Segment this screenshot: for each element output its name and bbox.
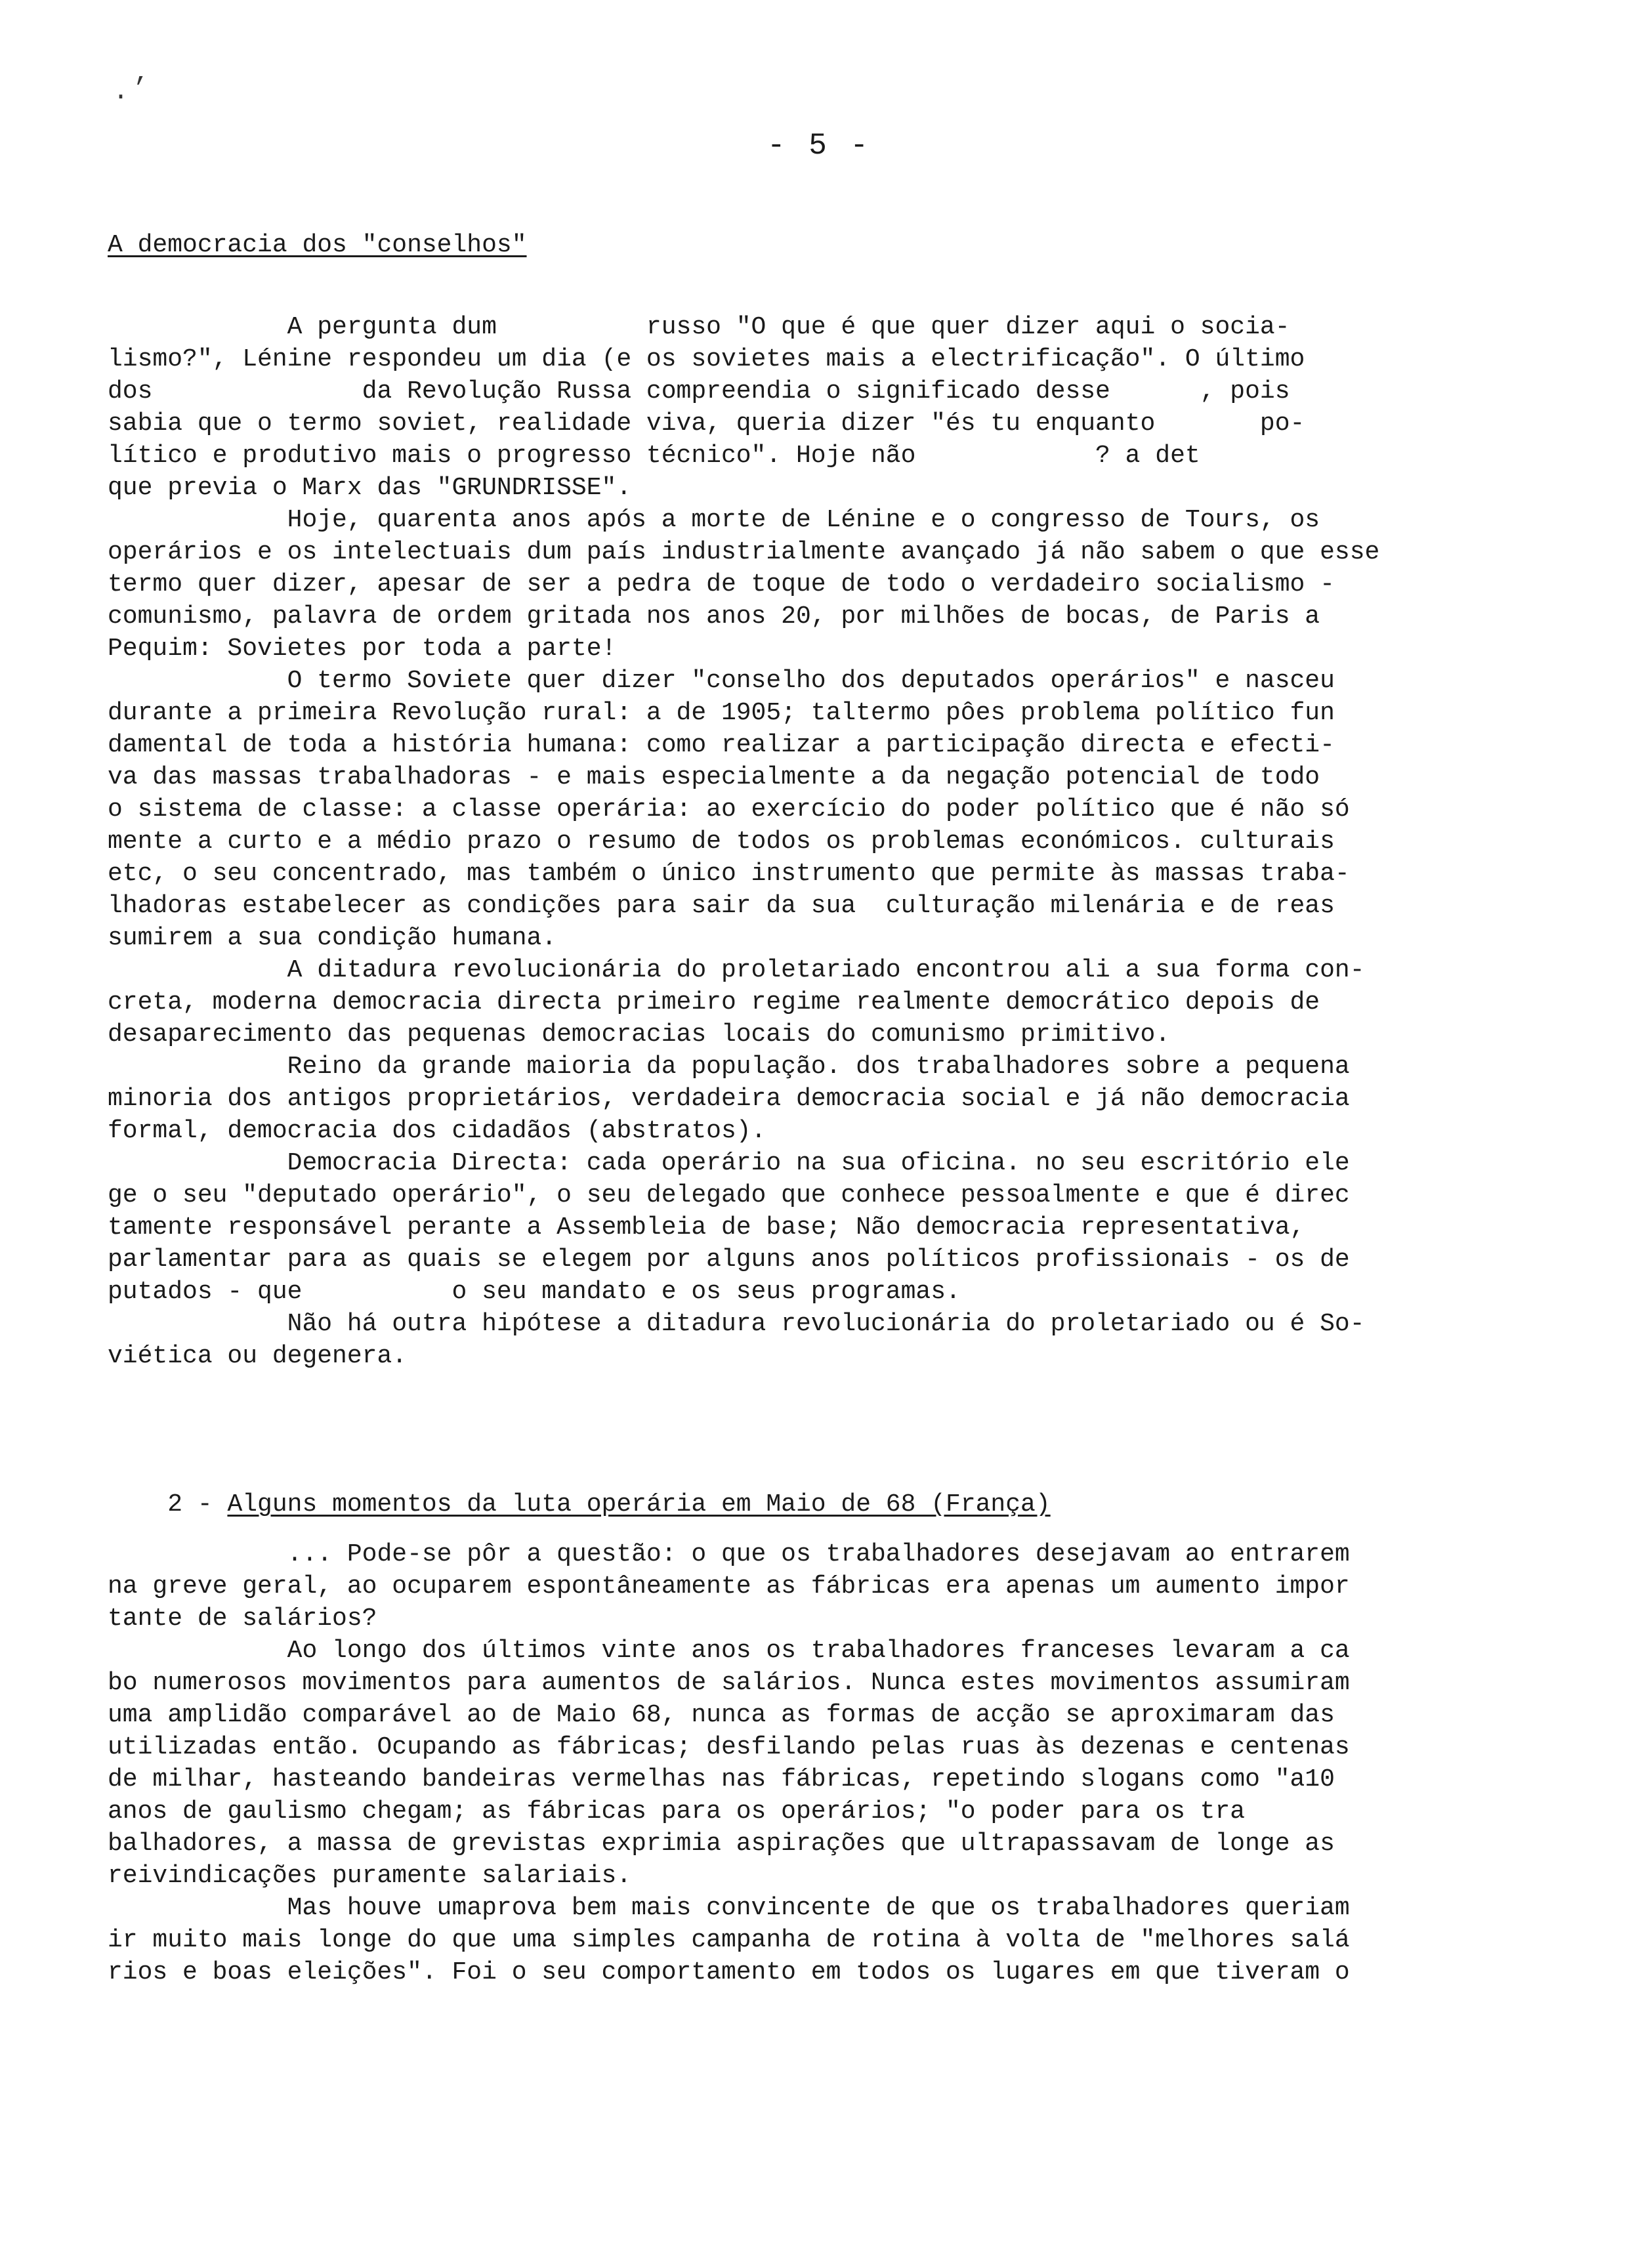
stray-mark-dot: .: [113, 77, 129, 107]
text-line: putados - que o seu mandato e os seus programas.: [108, 1278, 961, 1306]
section-title: Alguns momentos da luta operária em Maio de 68 (França): [227, 1490, 1051, 1519]
text-line: uma amplidão comparável ao de Maio 68, nunca as formas de acção se aproximaram das: [108, 1701, 1335, 1729]
page-number: - 5 -: [766, 129, 872, 163]
text-line: operários e os intelectuais dum país industrialmente avançado já não sabem o que esse: [108, 538, 1380, 566]
section-number: 2 -: [167, 1490, 228, 1519]
text-line: ge o seu "deputado operário", o seu delegado que conhece pessoalmente e que é direc: [108, 1181, 1350, 1209]
text-line: Não há outra hipótese a ditadura revolucionária do proletariado ou é So-: [108, 1310, 1365, 1338]
text-line: formal, democracia dos cidadãos (abstratos).: [108, 1117, 766, 1145]
text-line: o sistema de classe: a classe operária: ao exercício do poder político que é não só: [108, 795, 1350, 824]
text-line: minoria dos antigos proprietários, verdadeira democracia social e já não democracia: [108, 1085, 1350, 1113]
text-line: dos da Revolução Russa compreendia o significado desse , pois: [108, 377, 1290, 406]
text-line: O termo Soviete quer dizer "conselho dos deputados operários" e nasceu: [108, 667, 1335, 695]
text-line: etc, o seu concentrado, mas também o único instrumento que permite às massas traba-: [108, 860, 1350, 888]
text-line: Democracia Directa: cada operário na sua oficina. no seu escritório ele: [108, 1149, 1350, 1177]
text-line: lismo?", Lénine respondeu um dia (e os sovietes mais a electrificação". O último: [108, 345, 1305, 373]
section-heading-conselhos: A democracia dos "conselhos": [108, 231, 527, 259]
text-line: ... Pode-se pôr a questão: o que os trabalhadores desejavam ao entrarem: [108, 1540, 1350, 1568]
text-line: damental de toda a história humana: como realizar a participação directa e efecti-: [108, 731, 1335, 759]
text-line: tante de salários?: [108, 1605, 377, 1633]
text-line: bo numerosos movimentos para aumentos de salários. Nunca estes movimentos assumiram: [108, 1669, 1350, 1697]
text-line: creta, moderna democracia directa primeiro regime realmente democrático depois de: [108, 988, 1320, 1017]
text-line: Reino da grande maioria da população. dos trabalhadores sobre a pequena: [108, 1053, 1350, 1081]
section-body-conselhos: [108, 311, 1519, 1372]
text-line: A ditadura revolucionária do proletariado encontrou ali a sua forma con-: [108, 956, 1365, 984]
text-line: sumirem a sua condição humana.: [108, 924, 557, 952]
text-line: que previa o Marx das "GRUNDRISSE".: [108, 474, 632, 502]
text-line: de milhar, hasteando bandeiras vermelhas nas fábricas, repetindo slogans como "a10: [108, 1765, 1335, 1794]
text-line: rios e boas eleições". Foi o seu comportamento em todos os lugares em que tiveram o: [108, 1958, 1350, 1986]
text-line: durante a primeira Revolução rural: a de 1905; taltermo pôes problema político fun: [108, 699, 1335, 727]
text-line: comunismo, palavra de ordem gritada nos anos 20, por milhões de bocas, de Paris a: [108, 602, 1320, 631]
text-line: sabia que o termo soviet, realidade viva, queria dizer "és tu enquanto po-: [108, 410, 1305, 438]
text-line: lhadoras estabelecer as condições para sair da sua culturação milenária e de reas: [108, 892, 1335, 920]
text-line: termo quer dizer, apesar de ser a pedra de toque de todo o verdadeiro socialismo -: [108, 570, 1335, 598]
text-line: Ao longo dos últimos vinte anos os trabalhadores franceses levaram a ca: [108, 1637, 1350, 1665]
stray-mark-comma: ,: [134, 59, 150, 89]
text-line: Hoje, quarenta anos após a morte de Lénine e o congresso de Tours, os: [108, 506, 1320, 534]
text-line: lítico e produtivo mais o progresso técnico". Hoje não ? a det: [108, 442, 1200, 470]
text-line: utilizadas então. Ocupando as fábricas; desfilando pelas ruas às dezenas e centenas: [108, 1733, 1350, 1761]
text-line: anos de gaulismo chegam; as fábricas para os operários; "o poder para os tra: [108, 1797, 1246, 1826]
text-line: desaparecimento das pequenas democracias locais do comunismo primitivo.: [108, 1020, 1171, 1049]
text-line: parlamentar para as quais se elegem por alguns anos políticos profissionais - os de: [108, 1246, 1350, 1274]
text-line: va das massas trabalhadoras - e mais especialmente a da negação potencial de todo: [108, 763, 1320, 791]
text-line: tamente responsável perante a Assembleia de base; Não democracia representativa,: [108, 1213, 1305, 1242]
section-body-maio-68: [108, 1538, 1519, 1988]
text-line: Mas houve umaprova bem mais convincente de que os trabalhadores queriam: [108, 1894, 1350, 1922]
text-line: reivindicações puramente salariais.: [108, 1862, 632, 1890]
text-line: Pequim: Sovietes por toda a parte!: [108, 635, 617, 663]
text-line: balhadores, a massa de grevistas exprimia aspirações que ultrapassavam de longe as: [108, 1830, 1335, 1858]
text-line: viética ou degenera.: [108, 1342, 408, 1370]
text-line: A pergunta dum russo "O que é que quer dizer aqui o socia-: [108, 313, 1290, 341]
text-line: na greve geral, ao ocuparem espontâneamente as fábricas era apenas um aumento impor: [108, 1572, 1350, 1601]
text-line: mente a curto e a médio prazo o resumo de todos os problemas económicos. culturais: [108, 828, 1335, 856]
section-heading-maio-68: [108, 1462, 1051, 1547]
text-line: ir muito mais longe do que uma simples campanha de rotina à volta de "melhores salá: [108, 1926, 1350, 1954]
